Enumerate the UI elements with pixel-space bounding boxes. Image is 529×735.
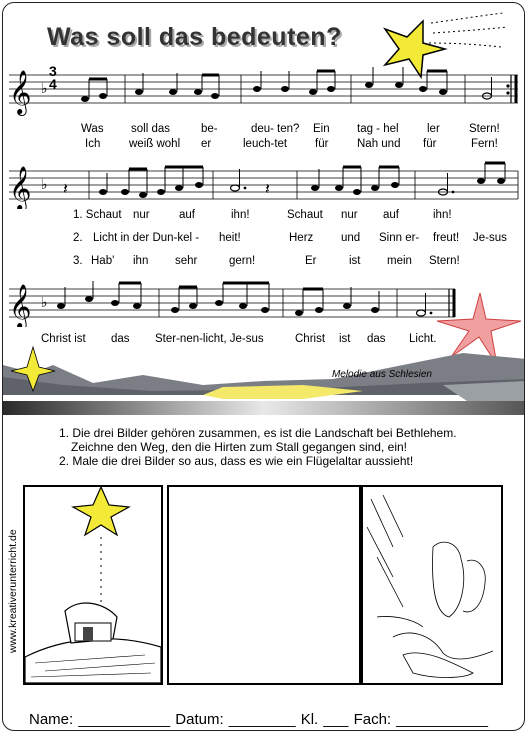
lyric: deu-: [251, 123, 275, 135]
lyric: Ein: [313, 123, 330, 135]
picture-panel-left[interactable]: [23, 485, 163, 685]
shepherds-illustration: [363, 487, 501, 683]
lyric: Ich: [85, 138, 101, 150]
lyric: Fern!: [471, 138, 498, 150]
lyric: das: [367, 333, 386, 345]
lyric: er: [201, 138, 212, 150]
lyric: Christ: [295, 333, 326, 345]
lyric: sehr: [175, 255, 198, 267]
lyric: ihn: [133, 255, 149, 267]
lyric: Schaut: [287, 209, 323, 221]
lyric: Ster-nen-licht, Je-sus: [155, 333, 264, 345]
lyric: nur: [133, 209, 150, 221]
picture-panel-middle[interactable]: [167, 485, 361, 685]
time-signature-top: 3: [49, 63, 57, 79]
music-staff-2: [3, 161, 525, 209]
lyric: Herz: [289, 232, 314, 244]
landscape-illustration: [3, 345, 525, 415]
time-signature-bottom: 4: [49, 76, 57, 92]
lyric: soll das: [131, 123, 170, 135]
footer-fields[interactable]: Name: ___________ Datum: ________ Kl. ___ Fach: ___________: [29, 711, 489, 728]
lyric: Nah und: [357, 138, 401, 150]
instruction-1: 1. Die drei Bilder gehören zusammen, es ist die Landschaft bei Bethlehem.: [59, 426, 457, 440]
lyric: gern!: [229, 255, 256, 267]
lyric: mein: [387, 255, 412, 267]
lyric: Stern!: [469, 123, 500, 135]
lyric: Sinn er-: [379, 232, 420, 244]
lyric: nur: [341, 209, 358, 221]
lyric: Stern!: [429, 255, 460, 267]
lyric: 3.: [73, 255, 83, 267]
instructions: [59, 426, 457, 468]
flat-icon: ♭: [41, 177, 48, 193]
website-credit: www.kreativerunterricht.de: [7, 529, 19, 653]
flat-icon: ♭: [41, 81, 48, 97]
melody-credit: Melodie aus Schlesien: [331, 369, 432, 380]
lyric: auf: [383, 209, 399, 221]
treble-clef-icon: 𝄞: [9, 166, 32, 209]
lyric: ist: [349, 255, 361, 267]
stable-illustration: [25, 487, 161, 683]
picture-panel-right[interactable]: [361, 485, 503, 685]
lyric: für: [315, 138, 329, 150]
lyric: Je-sus: [473, 232, 507, 244]
lyric: freut!: [433, 232, 460, 244]
time-signature: [49, 65, 57, 91]
lyric: be-: [201, 123, 218, 135]
lyric: ihn!: [231, 209, 250, 221]
treble-clef-icon: 𝄞: [9, 284, 32, 327]
lyric: und: [341, 232, 361, 244]
lyric: ler: [427, 123, 440, 135]
lyric: 2.: [73, 232, 83, 244]
instruction-2: 2. Male die drei Bilder so aus, dass es wie ein Flügelaltar aussieht!: [59, 454, 414, 468]
lyric: ist: [339, 333, 351, 345]
lyric: das: [111, 333, 130, 345]
lyric: ihn!: [433, 209, 452, 221]
lyric: ten?: [277, 123, 300, 135]
flat-icon: ♭: [41, 295, 48, 311]
lyric: Licht.: [409, 333, 437, 345]
lyric: Er: [305, 255, 317, 267]
lyric: weiß wohl: [129, 138, 181, 150]
lyric: Was: [81, 123, 104, 135]
worksheet: [2, 2, 525, 731]
lyric: Hab': [91, 255, 115, 267]
lyric: für: [423, 138, 437, 150]
lyric: tag - hel: [357, 123, 399, 135]
lyric: 1. Schaut: [73, 209, 122, 221]
lyric: leuch-tet: [243, 138, 288, 150]
rest-icon: 𝄽: [63, 179, 68, 198]
treble-clef-icon: 𝄞: [9, 70, 32, 114]
rest-icon: 𝄽: [265, 179, 270, 198]
lyric: heit!: [219, 232, 241, 244]
lyric: Christ ist: [41, 333, 86, 345]
instruction-1-continued: Zeichne den Weg, den die Hirten zum Stall gegangen sind, ein!: [71, 440, 407, 454]
music-staff-1: [3, 65, 525, 117]
lyric: Licht in der Dun-kel -: [93, 232, 200, 244]
music-staff-3: [3, 279, 463, 327]
page-title: Was soll das bedeuten?: [47, 23, 342, 51]
lyric: auf: [179, 209, 195, 221]
